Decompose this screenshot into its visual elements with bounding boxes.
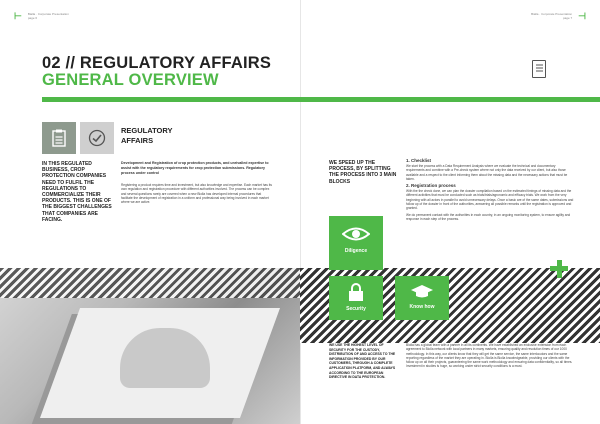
step-2-title: 2. Registration process [406, 183, 456, 189]
tile-diligence-label: Diligence [344, 248, 368, 254]
title-line-1: 02 // REGULATORY AFFAIRS [42, 54, 272, 72]
tile-diligence [329, 216, 383, 270]
right-header-logo: ⊣ [578, 11, 586, 21]
left-header-page: page 6 [27, 16, 38, 20]
left-header [14, 12, 69, 20]
document-icon [532, 60, 546, 78]
title-rule [42, 97, 600, 102]
tile-security-label: Security [346, 306, 366, 312]
steps [406, 158, 574, 221]
right-header [531, 12, 586, 20]
step-3-body: We do permanent contact with the authorities in each country, in an ongoing monitoring system, to ensure agility and response in each step of the process. [406, 212, 571, 221]
tile-know-how [395, 276, 449, 320]
step-1-title: 1. Checklist [406, 158, 432, 163]
bottom-body: Biolla has a global team with a partner in all its continents. We have established an exclusive extension from each agreement to Biolla network with local partners in many markets, ensuring quality and resolution times of our 1000 methodology. In this way, our clients know that they will get the same service, the same interlocutors and the same reporting regardless of the market they are operating in. Biolla is Biolla knowledgeable, providing our clients with the follow up on all their projects, guaranteeing the same work methodology and ensuring data confidentiality, so all times. Investment in studies is huge, so working under strict security conditions is a must. [406, 343, 573, 369]
section-heading-line-2: AFFAIRS [121, 136, 154, 145]
clipboard-icon [52, 129, 66, 147]
checkmark-icon [88, 129, 106, 147]
left-header-logo: ⊢ [14, 11, 22, 21]
title-line-2: GENERAL OVERVIEW [42, 71, 219, 89]
right-header-page: page 7 [562, 16, 573, 20]
lock-icon [348, 282, 364, 302]
graduation-cap-icon [410, 284, 434, 300]
tile-know-how-label: Know how [409, 304, 435, 310]
bottom-callout: WE USE THE HIGHEST LEVEL OF SECURITY FOR THE CUSTODY, DISTRIBUTION OF AND ACCESS TO THE INFORMATION PROVIDED BY OUR CUSTOMERS, THROUGH A COMPLETE APPLICATION PLATFORM, AND ALWAYS ACCORDING TO THE EUROPEAN DIRECTIVE IN DATA PROTECTION. [329, 343, 396, 380]
checkmark-icon-box [80, 122, 114, 154]
intro-bold: Development and Registration of crop protection products, and unrivalled expertise to assist with the regulatory requirements for crop protection submissions. Regulatory process under control [121, 161, 269, 175]
clipboard-icon-box [42, 122, 76, 154]
eye-icon [342, 226, 370, 242]
intro-body: Registering a product requires time and investment, but also knowledge and expertise. Each market has its own regulation and registration procedure with different authorities involved. The process can be complex and several questions rarely are covered when a new Biolla has developed internal procedures that facilitate the development of registration in a uniform and professional way being involved in each market where we are active. [121, 183, 272, 205]
hands-reading-document-photo [0, 268, 300, 424]
left-callout: IN THIS REGULATED BUSINESS, CROP PROTECTION COMPANIES NEED TO FULFIL THE REGULATIONS TO COMMERCIALIZE THEIR PRODUCTS. THIS IS ONE OF THE BIGGEST CHALLENGES THAT COMPANIES ARE FACING. [42, 161, 112, 223]
step-2-body: With the the check done, we can plan the dossier compilation based on the estimated timings of missing data and the different activities that must be conducted such as trials/trials/agronomic and efficacy trials. We work from the very beginning with all actors in parallel to avoid unnecessary delays. Once a basic are of the same dates, submissions and follow up of the dossier in front of the authorities, answering all possible remarks until the registration is approved and granted. [406, 189, 574, 211]
section-heading [121, 126, 173, 146]
plus-accent-vertical [557, 260, 562, 278]
tile-security [329, 276, 383, 320]
page-fold [300, 0, 301, 424]
left-header-title: Bialla · Corporate Presentation [27, 12, 69, 16]
page-title [42, 55, 271, 89]
section-heading-line-1: REGULATORY [121, 126, 173, 135]
right-callout: WE SPEED UP THE PROCESS, BY SPLITTING THE PROCESS INTO 3 MAIN BLOCKS [329, 160, 397, 185]
step-1-body: We start the process with a Data Requirement Analysis where we evaluate the technical and documentary requirements and combine with a Pre-check system where not only the data received by our client, but also those available and a respect to the client informing them about the missing data and the necessary actions that must be taken. [406, 164, 568, 181]
right-header-title: Bialla · Corporate Presentation [531, 12, 573, 16]
